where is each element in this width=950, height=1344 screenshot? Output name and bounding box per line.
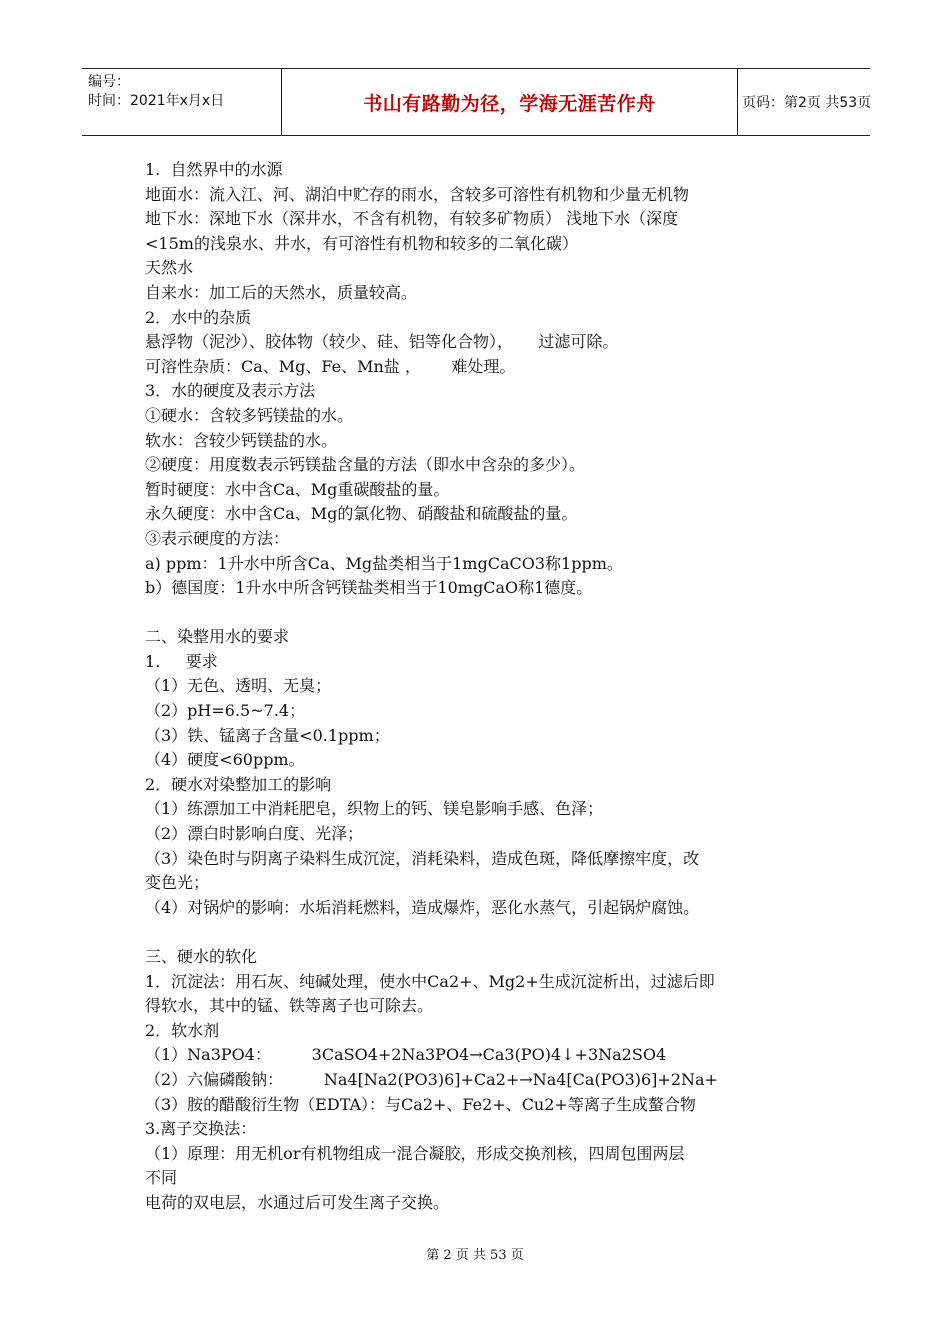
blank-line [145, 601, 815, 626]
body-line: b）德国度：1升水中所含钙镁盐类相当于10mgCaO称1德度。 [145, 578, 593, 598]
body-line: 天然水 [145, 258, 194, 278]
body-line: 得软水，其中的锰、铁等离子也可除去。 [145, 996, 434, 1016]
body-line: a) ppm：1升水中所含Ca、Mg盐类相当于1mgCaCO3称1ppm。 [145, 553, 623, 573]
body-line: 电荷的双电层，水通过后可发生离子交换。 [145, 1192, 450, 1212]
page-footer: 第 2 页 共 53 页 [426, 1248, 524, 1263]
header-meta [82, 69, 282, 135]
body-line: 自来水：加工后的天然水，质量较高。 [145, 282, 418, 302]
body-line: 永久硬度：水中含Ca、Mg的氯化物、硝酸盐和硫酸盐的量。 [145, 504, 578, 524]
body-line: （4）对锅炉的影响：水垢消耗燃料，造成爆炸，恶化水蒸气，引起锅炉腐蚀。 [145, 897, 700, 917]
body-line: （3）胺的醋酸衍生物（EDTA）：与Ca2+、Fe2+、Cu2+等离子生成螯合物 [145, 1094, 696, 1114]
body-line: （1）练漂加工中消耗肥皂，织物上的钙、镁皂影响手感、色泽； [145, 799, 604, 819]
body-line: 1. 要求 [145, 651, 218, 671]
body-line: 2．软水剂 [145, 1020, 220, 1040]
body-line: 悬浮物（泥沙）、胶体物（较少、硅、铝等化合物）， 过滤可除。 [145, 332, 619, 352]
body-line: ①硬水：含较多钙镁盐的水。 [145, 405, 354, 425]
body-line: <15m的浅泉水、井水，有可溶性有机物和较多的二氧化碳） [145, 233, 578, 253]
body-line: （2）六偏磷酸钠： Na4[Na2(PO3)6]+Ca2+→Na4[Ca(PO3)6]+2Na+ [145, 1069, 718, 1089]
body-line: （1）无色、透明、无臭； [145, 676, 332, 696]
body-line: 软水：含较少钙镁盐的水。 [145, 430, 338, 450]
body-line: 不同 [145, 1168, 178, 1188]
body-line: ③表示硬度的方法： [145, 528, 290, 548]
body-line: （1）原理：用无机or有机物组成一混合凝胶，形成交换剂核，四周包围两层 [145, 1143, 685, 1163]
header-number-label: 编号： [88, 74, 130, 90]
body-line: 1．沉淀法：用石灰、纯碱处理，使水中Ca2+、Mg2+生成沉淀析出，过滤后即 [145, 971, 715, 991]
header-slogan: 书山有路勤为径，学海无涯苦作舟 [282, 69, 738, 135]
body-line: 地下水：深地下水（深井水，不含有机物，有较多矿物质） 浅地下水（深度 [145, 209, 679, 229]
body-line: 2．硬水对染整加工的影响 [145, 774, 332, 794]
body-line: （3）染色时与阴离子染料生成沉淀，消耗染料，造成色斑，降低摩擦牢度，改 [145, 848, 700, 868]
body-line: 二、染整用水的要求 [145, 627, 290, 647]
body-line: 地面水：流入江、河、湖泊中贮存的雨水，含较多可溶性有机物和少量无机物 [145, 184, 690, 204]
body-line: （1）Na3PO4： 3CaSO4+2Na3PO4→Ca3(PO)4↓+3Na2SO4 [145, 1045, 667, 1065]
body-line: 可溶性杂质：Ca、Mg、Fe、Mn盐 ， 难处理。 [145, 356, 516, 376]
body-line: 2．水中的杂质 [145, 307, 252, 327]
body-line: 变色光； [145, 873, 210, 893]
body-line: 1. 自然界中的水源 [145, 160, 283, 179]
body-line: （4）硬度<60ppm。 [145, 750, 305, 770]
body-line: 三、硬水的软化 [145, 947, 258, 966]
body-line: 3.离子交换法： [145, 1119, 257, 1139]
body-line: 3．水的硬度及表示方法 [145, 381, 316, 401]
header-page-info: 页码：第2页 共53页 [742, 95, 872, 111]
page-header [82, 68, 870, 136]
body-line: （2）漂白时影响白度、光泽； [145, 824, 364, 844]
body-line: ②硬度：用度数表示钙镁盐含量的方法（即水中含杂的多少）。 [145, 455, 586, 475]
document-body [145, 158, 815, 1216]
body-line: （2）pH=6.5~7.4； [145, 701, 306, 721]
blank-line [145, 920, 815, 945]
body-line: （3）铁、锰离子含量<0.1ppm； [145, 725, 390, 745]
header-date-label: 时间：2021年x月x日 [88, 93, 225, 109]
body-line: 暂时硬度：水中含Ca、Mg重碳酸盐的量。 [145, 479, 450, 499]
